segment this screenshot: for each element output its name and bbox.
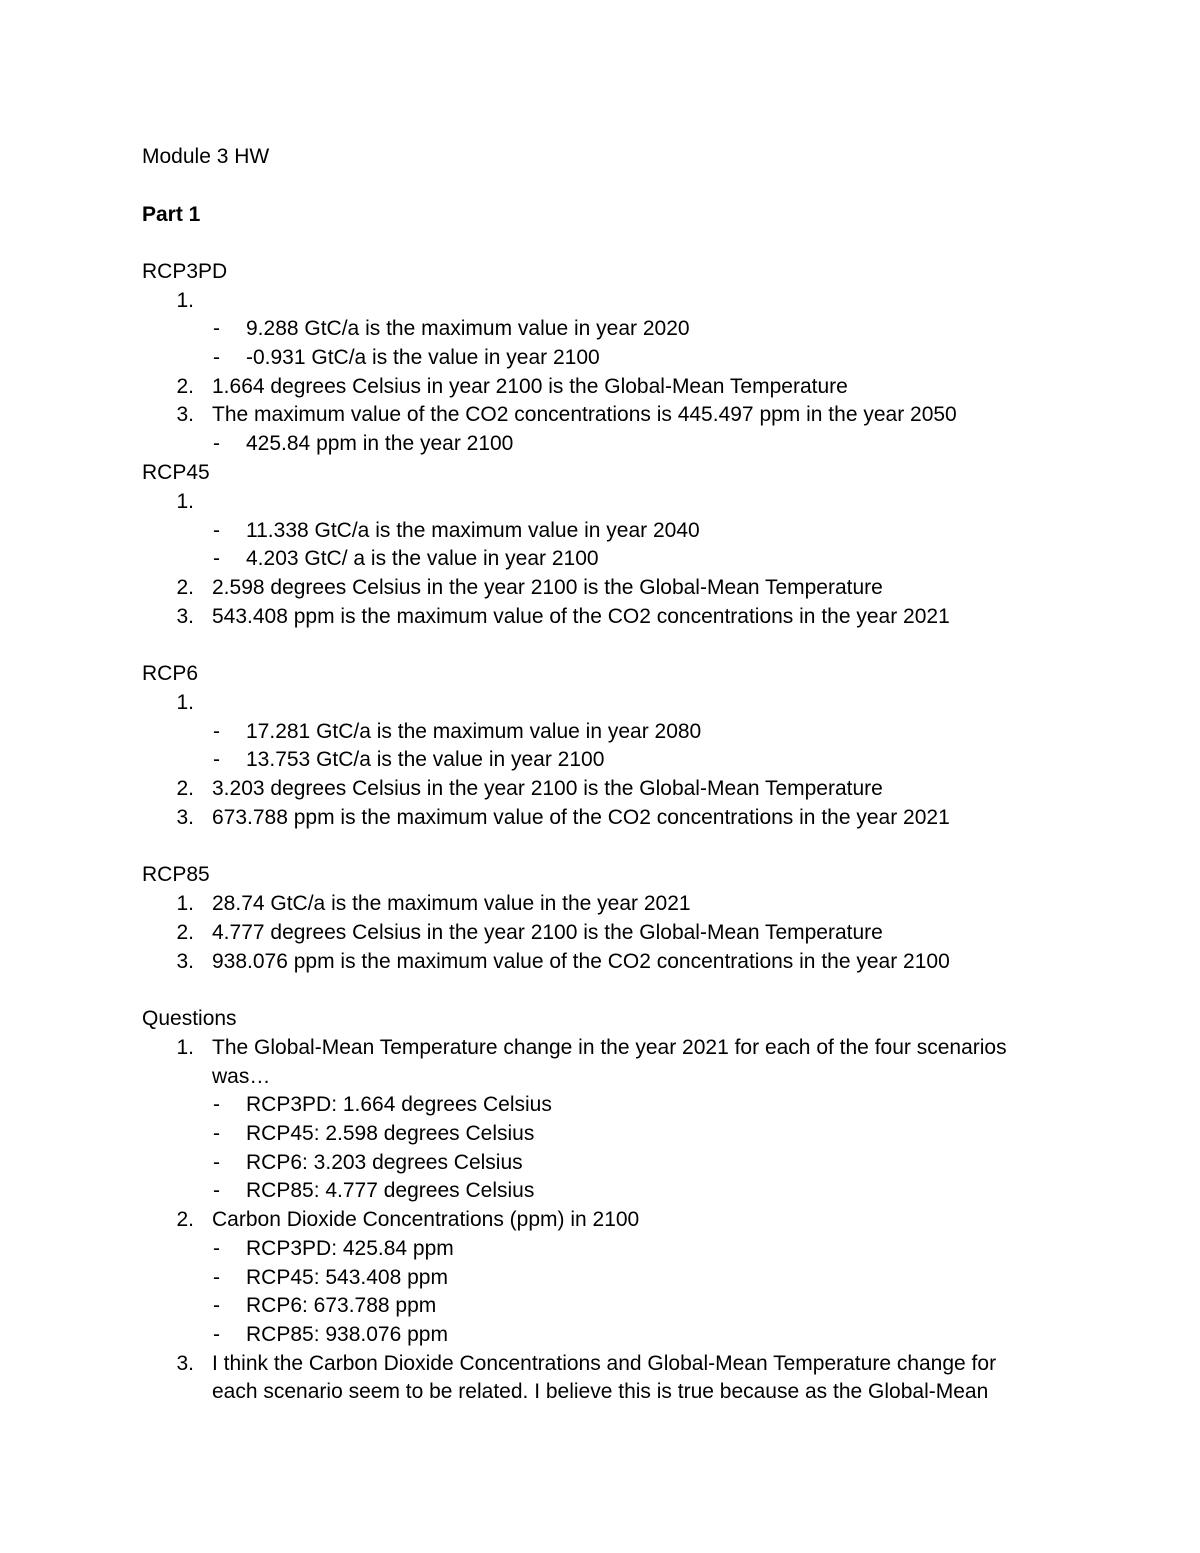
list-text: 3.203 degrees Celsius in the year 2100 is the Global-Mean Temperature bbox=[212, 777, 883, 800]
dash-marker: - bbox=[213, 1151, 220, 1174]
bullet-text: RCP45: 543.408 ppm bbox=[246, 1266, 448, 1289]
scenario-heading: RCP45 bbox=[142, 461, 210, 484]
bullet-text: RCP3PD: 1.664 degrees Celsius bbox=[246, 1093, 552, 1116]
list-number: 1. bbox=[176, 490, 194, 513]
list-text: 1.664 degrees Celsius in year 2100 is the Global-Mean Temperature bbox=[212, 375, 848, 398]
list-text: 2.598 degrees Celsius in the year 2100 is the Global-Mean Temperature bbox=[212, 576, 883, 599]
question-text: each scenario seem to be related. I believe this is true because as the Global-Mean bbox=[212, 1380, 989, 1403]
dash-marker: - bbox=[213, 519, 220, 542]
list-number: 3. bbox=[176, 403, 194, 426]
bullet-text: 13.753 GtC/a is the value in year 2100 bbox=[246, 748, 605, 771]
dash-marker: - bbox=[213, 317, 220, 340]
list-number: 2. bbox=[176, 777, 194, 800]
question-text: I think the Carbon Dioxide Concentrations and Global-Mean Temperature change for bbox=[212, 1352, 997, 1375]
dash-marker: - bbox=[213, 1266, 220, 1289]
scenario-heading: RCP3PD bbox=[142, 260, 228, 283]
question-number: 2. bbox=[176, 1208, 194, 1231]
dash-marker: - bbox=[213, 748, 220, 771]
question-text: was… bbox=[212, 1065, 271, 1088]
list-text: 938.076 ppm is the maximum value of the CO2 concentrations in the year 2100 bbox=[212, 950, 950, 973]
bullet-text: 4.203 GtC/ a is the value in year 2100 bbox=[246, 547, 599, 570]
bullet-text: RCP6: 3.203 degrees Celsius bbox=[246, 1151, 523, 1174]
bullet-text: RCP3PD: 425.84 ppm bbox=[246, 1237, 454, 1260]
list-number: 3. bbox=[176, 806, 194, 829]
question-text: The Global-Mean Temperature change in the year 2021 for each of the four scenarios bbox=[212, 1036, 1007, 1059]
bullet-text: -0.931 GtC/a is the value in year 2100 bbox=[246, 346, 600, 369]
list-number: 1. bbox=[176, 892, 194, 915]
list-text: 28.74 GtC/a is the maximum value in the year 2021 bbox=[212, 892, 691, 915]
bullet-text: 17.281 GtC/a is the maximum value in year 2080 bbox=[246, 720, 702, 743]
scenario-heading: RCP85 bbox=[142, 863, 210, 886]
dash-marker: - bbox=[213, 1093, 220, 1116]
bullet-text: RCP85: 4.777 degrees Celsius bbox=[246, 1179, 535, 1202]
question-number: 1. bbox=[176, 1036, 194, 1059]
list-number: 2. bbox=[176, 921, 194, 944]
question-number: 3. bbox=[176, 1352, 194, 1375]
bullet-text: RCP6: 673.788 ppm bbox=[246, 1294, 437, 1317]
part-heading: Part 1 bbox=[142, 203, 201, 226]
list-number: 3. bbox=[176, 950, 194, 973]
list-number: 1. bbox=[176, 691, 194, 714]
dash-marker: - bbox=[213, 1179, 220, 1202]
dash-marker: - bbox=[213, 1122, 220, 1145]
questions-heading: Questions bbox=[142, 1007, 237, 1030]
dash-marker: - bbox=[213, 1323, 220, 1346]
dash-marker: - bbox=[213, 346, 220, 369]
dash-marker: - bbox=[213, 1237, 220, 1260]
list-text: 4.777 degrees Celsius in the year 2100 is the Global-Mean Temperature bbox=[212, 921, 883, 944]
list-number: 2. bbox=[176, 576, 194, 599]
list-number: 1. bbox=[176, 289, 194, 312]
bullet-text: RCP85: 938.076 ppm bbox=[246, 1323, 448, 1346]
list-text: 673.788 ppm is the maximum value of the CO2 concentrations in the year 2021 bbox=[212, 806, 950, 829]
bullet-text: 425.84 ppm in the year 2100 bbox=[246, 432, 514, 455]
document-title: Module 3 HW bbox=[142, 145, 270, 168]
list-number: 2. bbox=[176, 375, 194, 398]
list-text: 543.408 ppm is the maximum value of the CO2 concentrations in the year 2021 bbox=[212, 605, 950, 628]
list-text: The maximum value of the CO2 concentrations is 445.497 ppm in the year 2050 bbox=[212, 403, 957, 426]
dash-marker: - bbox=[213, 547, 220, 570]
bullet-text: 11.338 GtC/a is the maximum value in year 2040 bbox=[246, 519, 700, 542]
list-number: 3. bbox=[176, 605, 194, 628]
dash-marker: - bbox=[213, 720, 220, 743]
bullet-text: RCP45: 2.598 degrees Celsius bbox=[246, 1122, 535, 1145]
dash-marker: - bbox=[213, 432, 220, 455]
question-text: Carbon Dioxide Concentrations (ppm) in 2100 bbox=[212, 1208, 640, 1231]
bullet-text: 9.288 GtC/a is the maximum value in year 2020 bbox=[246, 317, 690, 340]
scenario-heading: RCP6 bbox=[142, 662, 199, 685]
dash-marker: - bbox=[213, 1294, 220, 1317]
